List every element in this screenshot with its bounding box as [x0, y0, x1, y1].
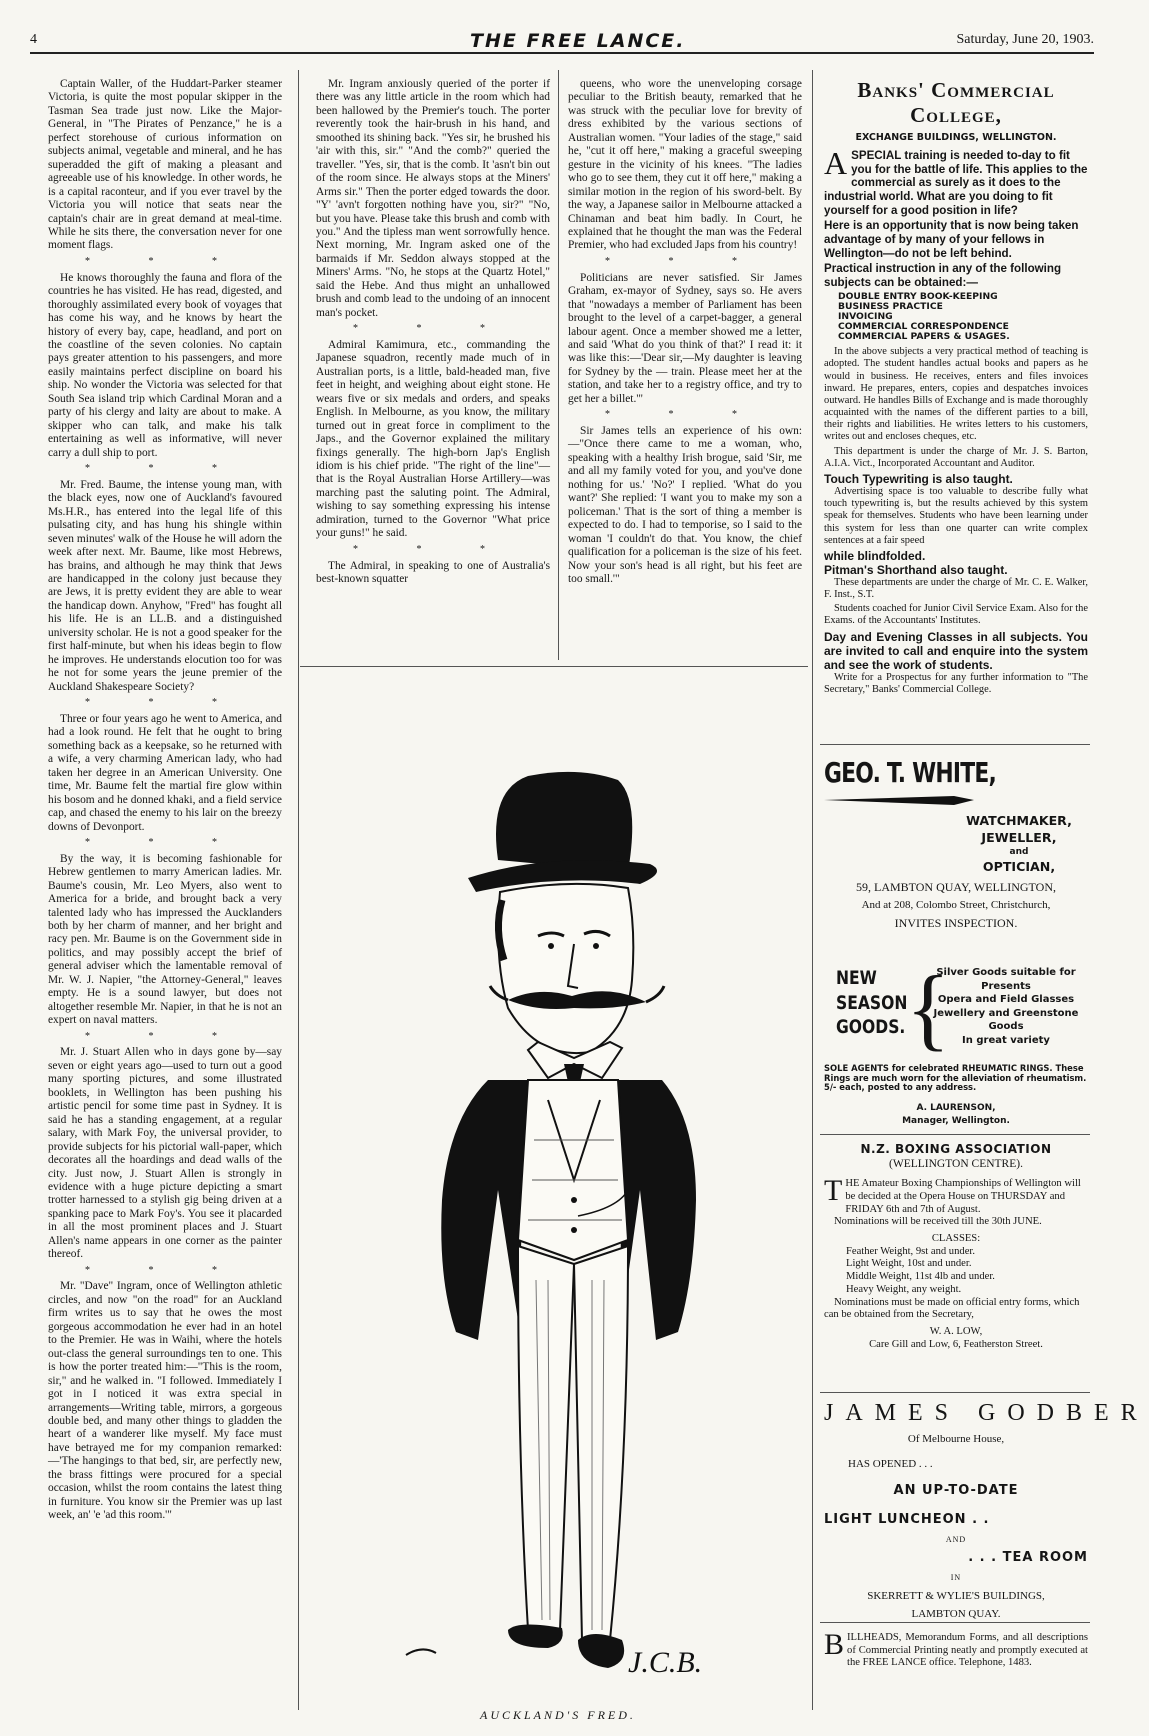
ad-paragraph: This department is under the charge of Mr. J. S. Barton, A.I.A. Vict., Incorporated Accountant and Auditor. — [824, 445, 1088, 469]
ad-paragraph: ILLHEADS, Memorandum Forms, and all descriptions of Commercial Printing neatly and promptly executed at the FREE LANCE office. Telephone, 1483. — [847, 1632, 1088, 1668]
ad-subtitle: (WELLINGTON CENTRE). — [889, 1158, 1023, 1171]
weight-class: Feather Weight, 9st and under. — [846, 1245, 975, 1257]
ad-subtitle: EXCHANGE BUILDINGS, WELLINGTON. — [855, 132, 1057, 143]
article-paragraph: By the way, it is becoming fashionable for Hebrew gentlemen to marry American ladies. Mr. Baume's cousin, Mr. Leo Myers, also went to America for a bride, and brought back a very talented lady who has impressed the Aucklanders both by her charm of manner, and her bright and racy pen. Mr. Baume is on the Government side in politics, and may possibly accept the brief of general adviser which the lamentable removal of Mr. W. J. Napier, "the Attorney-General," leaves empty. He is a sound lawyer, but does not altogether resemble Mr. Napier, in that he is not an expert on naval matters. — [48, 852, 282, 1027]
article-paragraph: Mr. "Dave" Ingram, once of Wellington athletic circles, and now "on the road" for an Auckland firm writes us to say that he owes the most gorgeous accommodation he ever had in an hotel to the Premier. He was in Waihi, where the hotels out-class the general surroundings ten to one. This is how the porter treated him:—"This is the room, sir," and he walked in. "I followed. Immediately I got in I noticed it was extra special in arrangements—Writing table, mirrors, a gorgeous double bed, and many other things to gladden the heart of a wanderer like myself. My face must have betrayed me for my companion remarked:—'The hangings to that bed, sir, are perfectly new, the brass fittings were procured for a special occasion, whilst the room contains the latest thing in furniture. You know sir the Premier was up last week, an' 'e 'ad this room.'" — [48, 1280, 282, 1522]
column-1 — [48, 78, 282, 1698]
column-3 — [568, 78, 802, 658]
classes-heading: CLASSES: — [931, 1233, 981, 1244]
heading-line: NEW — [836, 967, 877, 989]
geo-white-ad — [824, 756, 1088, 1126]
article-paragraph: queens, who wore the unenveloping corsage peculiar to the British beauty, remarked that he was struck with the peculiar love for brevity of dress exhibited by the various sections of Australian women. "Your ladies of the stage," said he, "cut it off here," making a graceful sweeping gesture in the vicinity of his knees. "The ladies who go to see them, they cut it off here," making a similar motion in the region of his sword-belt. By the way, a Japanese sailor in Melbourne attacked a Chinaman and beat him badly. In Court, he explained that he thought the man was the Federal Premier, who had excluded Japs from his country! — [568, 78, 802, 252]
ad-paragraph: These departments are under the charge of Mr. C. E. Walker, F. Inst., S.T. — [824, 576, 1088, 601]
ad-paragraph: Nominations must be made on official entry forms, which can be obtained from the Secretary, — [824, 1296, 1080, 1321]
goods-item: Opera and Field Glasses — [937, 994, 1075, 1005]
drop-cap: B — [824, 1628, 845, 1661]
goods-item: Jewellery and Greenstone Goods — [933, 1007, 1079, 1032]
trade-item: WATCHMAKER, — [966, 813, 1072, 828]
article-paragraph: Mr. Ingram anxiously queried of the porter if there was any little article in the room which had been hallowed by the Premier's touch. The porter reverently took the hair-brush in his hand, and smoothed its shining back. "Yes sir, he brushed his 'air with this, sir." "And the comb?" queried the traveller. "Yes, sir, that is the comb. It 'asn't bin out of the room since. He always stops at the Miners' Arms sir." Then the porter edged towards the door. "Y' 'avn't forgotten nothing have you, sir?" "No, but you have. Please take this brush and comb with you." And the tipless man went sorrowfully hence. Next morning, Mr. Ingram asked one of the barmaids if Mr. Seddon always stopped at the Miners' Arms. "No, he stops at the Quartz Hotel," said the Hebe. And thus might an unhallowed brush and comb lead to the undoing of an innocent man's pocket. — [316, 78, 550, 319]
ad-line: AN UP-TO-DATE — [893, 1483, 1019, 1499]
article-paragraph: Mr. J. Stuart Allen who in days gone by—say seven or eight years ago—used to turn out a good many sporting pictures, and some illustrated booklets, in Wellington has been pushing his artistic pencil for some time past in Sydney. It is said he has a standing engagement, at a regular salary, with Mark Foy, the universal provider, to provide subjects for his pictorial wall-paper, which decorates all the hoardings and dead walls of the city. Just now, J. Stuart Allen is strongly in evidence with a huge picture depicting a smart trotter harnessed to a stylish gig being driven at a spanking pace to Mark Foy's. You see it placarded in all the most prominent places and J. Stuart Allen's name appears in one corner as the painter thereof. — [48, 1046, 282, 1261]
goods-item: In great variety — [962, 1034, 1050, 1046]
column-2 — [316, 78, 550, 658]
ad-rule — [820, 1392, 1090, 1393]
article-paragraph: Three or four years ago he went to America, and had a look round. He felt that he ought to bring something back as a keepsake, so he returned with a wife, a very charming American lady, who had taken her degree in an American University. One time, Mr. Baume felt the martial fire glow within his bosom and he donned khaki, and a field service cap, and chased the enemy to his lair on the breezy downs of Devonport. — [48, 712, 282, 833]
ad-line: Of Melbourne House, — [907, 1433, 1005, 1445]
article-paragraph: Sir James tells an experience of his own:—"Once there came to me a woman, who, speaking with a healthy Irish brogue, said 'Sir, me and all my family voted for you, and you've done nothing for us.' 'No?' I replied. 'What do you want?' She replied: 'I want you to make my son a policeman.' That is the sort of thing a member is expected to do. I had to temporise, so I said to the woman 'I couldn't do that. You know, the chief qualification for a policeman is the size of his feet. Now your son's head is all right, but his feet are too small.'" — [568, 425, 802, 585]
subjects-list — [838, 292, 1088, 343]
ad-heading: Day and Evening Classes in all subjects. You are invited to call and enquire into the system and see the work of students. — [824, 629, 1088, 672]
section-separator: * * * — [85, 697, 245, 709]
james-godber-ad — [824, 1400, 1149, 1621]
ad-title: N.Z. BOXING ASSOCIATION — [860, 1142, 1052, 1156]
ad-rule — [820, 744, 1090, 745]
article-paragraph: Politicians are never satisfied. Sir James Graham, ex-mayor of Sydney, says so. He avers that "nowadays a member of Parliament has been brought to the level of a carpet-bagger, a general labour agent. Once a member showed me a letter, and said 'What do you think of that?' I read it: it was like this:—'Dear sir,—My daughter is leaving for Sydney by the — train. Please meet her at the station, and take her to a registry office, and try to get her a billet.'" — [568, 271, 802, 405]
sole-agents-note: SOLE AGENTS for celebrated RHEUMATIC RINGS. These Rings are much worn for the alleviation of rheumatism. 5/- each, posted to any address. — [824, 1063, 1087, 1093]
secretary-name: W. A. LOW, — [929, 1325, 983, 1337]
ad-line: LIGHT LUNCHEON . . — [824, 1512, 990, 1528]
subject-item: INVOICING — [838, 310, 893, 322]
ad-line: AND — [945, 1535, 967, 1545]
section-separator: * * * — [85, 1030, 245, 1042]
column-rule — [300, 666, 808, 667]
ad-rule — [820, 1134, 1090, 1135]
subject-item: COMMERCIAL PAPERS & USAGES. — [838, 331, 1010, 343]
subject-item: COMMERCIAL CORRESPONDENCE — [838, 321, 1009, 333]
ad-paragraph: Practical instruction in any of the following subjects can be obtained:— — [824, 262, 1062, 290]
article-paragraph: Admiral Kamimura, etc., commanding the Japanese squadron, recently made much of in Australian ports, is a little, bald-headed man, five feet in height, and weighing about eight stone. He wears five or six medals and orders, and speaks English. In Melbourne, as you know, the military turned out in great force in compliment to the Japs., and the Governor explained the military fixings generally. The high-born Jap's English idiom is his chief pride. "The right of the line"—that is the Royal Australian Horse Artillery—was marching past the saluting point. The Admiral, wishing to say something expressing his intense admiration, turned to the Governor "What price your guns!" he said. — [316, 338, 550, 540]
section-separator: * * * — [85, 836, 245, 848]
illustration-caption: AUCKLAND'S FRED. — [480, 1708, 636, 1722]
ad-paragraph: Students coached for Junior Civil Service Exam. Also for the Exams. of the Accountants' Institutes. — [824, 603, 1088, 627]
weight-class: Light Weight, 10st and under. — [846, 1258, 972, 1270]
trade-item: and — [1009, 847, 1029, 857]
section-separator: * * * — [85, 255, 245, 267]
goods-list — [924, 966, 1088, 1047]
caricature-illustration — [378, 760, 758, 1700]
address-line: INVITES INSPECTION. — [894, 915, 1018, 930]
weight-class: Heavy Weight, any weight. — [846, 1283, 962, 1295]
section-separator: * * * — [353, 323, 513, 335]
subject-item: DOUBLE ENTRY BOOK-KEEPING — [838, 290, 998, 302]
trade-item: OPTICIAN, — [982, 859, 1056, 875]
article-paragraph: Mr. Fred. Baume, the intense young man, with the black eyes, now one of Auckland's favoured Ms.H.R., has entered into the legal life of this pulsating city, and has hung his shingle within seven minutes' walk of the House he will adorn the week after next. Mr. Baume, like most Hebrews, has brains, and although he may think that Jews are handicapped in the colony just because they are Jews, it is pretty evident they are able to wear the handicap down. Anyhow, "Fred" has fought all his life. He is an LL.B. and a distinguished university scholar. He is not a good speaker for the first half-minute, but when his ideas begin to flow he improves. He understands elocution too for was he not for some years the jeune premier of the Auckland Shakespeare Society? — [48, 478, 282, 693]
masthead — [30, 24, 1094, 54]
ad-paragraph: Write for a Prospectus for any further information to "The Secretary," Banks' Commercial College. — [824, 671, 1088, 695]
ad-line: LAMBTON QUAY. — [911, 1607, 1001, 1620]
section-separator: * * * — [353, 543, 513, 555]
trade-list — [964, 812, 1074, 875]
trade-item: JEWELLER, — [981, 830, 1057, 845]
weight-class: Middle Weight, 11st 4lb and under. — [846, 1271, 995, 1283]
ad-heading: while blindfolded. — [824, 548, 926, 563]
section-separator: * * * — [85, 463, 245, 475]
decorative-arrow-icon — [824, 796, 974, 805]
ad-paragraph: Advertising space is too valuable to describe fully what touch typewriting is, but the results achieved by this system speak for themselves. Students who have been learning under this system for less than one quarter can write complex sentences at a fair speed — [824, 486, 1088, 546]
goods-item: Silver Goods suitable for Presents — [936, 967, 1076, 992]
section-separator: * * * — [605, 409, 765, 421]
drop-cap: A — [824, 145, 848, 181]
page-number: 4 — [30, 32, 37, 47]
new-season-heading — [836, 966, 907, 1040]
ad-line: HAS OPENED . . . — [848, 1458, 933, 1471]
issue-date: Saturday, June 20, 1903. — [956, 32, 1094, 47]
ad-heading: Touch Typewriting is also taught. — [824, 471, 1013, 486]
column-rule — [558, 70, 559, 660]
column-rule — [812, 70, 813, 1710]
section-separator: * * * — [85, 1264, 245, 1276]
address-line: 59, LAMBTON QUAY, WELLINGTON, — [855, 880, 1056, 894]
artist-signature: J.C.B. — [628, 1646, 703, 1679]
boxing-association-ad — [824, 1142, 1088, 1351]
new-season-box — [824, 957, 1088, 1059]
ad-rule — [820, 1622, 1090, 1623]
ad-line: . . . TEA ROOM — [968, 1550, 1088, 1566]
address-line: And at 208, Colombo Street, Christchurch, — [861, 898, 1051, 911]
article-paragraph: The Admiral, in speaking to one of Australia's best-known squatter — [316, 559, 550, 585]
manager-name: A. LAURENSON, — [916, 1103, 996, 1113]
ad-paragraph: Here is an opportunity that is now being taken advantage of by many of your fellows in Wellington—do not be left behind. — [824, 219, 1079, 260]
ad-line: IN — [950, 1573, 962, 1583]
shop-address — [824, 878, 1088, 932]
column-rule — [298, 70, 299, 1710]
heading-line: SEASON — [836, 991, 908, 1014]
ad-lead: SPECIAL training is needed to-day to fit you for the battle of life. This applies to the commercial as surely as it does to the industrial world. What are you doing to fit yourself for a good position in life? — [824, 149, 1088, 217]
article-paragraph: Captain Waller, of the Huddart-Parker steamer Victoria, is quite the most popular skipper in the Tasman Sea trade just now. Like the Major-General, in "The Pirates of Penzance," he is a perfect storehouse of curious information on subjects animal, vegetable and mineral, and he has superadded the gift of making a pleasant and agreeable use of his knowledge. In other words, he is a capital raconteur, and if you ever travel by the Victoria you will notice that seats near the captain's chair are in great demand at meal-time. While he sits there, the conversation never for one moment flags. — [48, 78, 282, 252]
ad-paragraph: Nominations will be received till the 30th JUNE. — [834, 1216, 1042, 1228]
subject-item: BUSINESS PRACTICE — [838, 300, 943, 312]
manager-signoff — [824, 1102, 1088, 1127]
ad-paragraph: HE Amateur Boxing Championships of Wellington will be decided at the Opera House on THURSDAY and FRIDAY 6th and 7th of August. — [845, 1178, 1081, 1215]
ad-paragraph: In the above subjects a very practical method of teaching is adopted. The student handles actual books and papers as he would in business. He receives, enters and files invoices inward. He prepares, enters, copies and despatches invoices outward. He handles Bills of Exchange and is made thoroughly acquainted with the names of the different parties to a bill, their rights and liabilities. He writes letters to his customers, writes out and encloses cheques, etc. — [824, 346, 1088, 443]
ad-business-name: JAMES GODBER — [824, 1400, 1149, 1426]
heading-line: GOODS. — [836, 1016, 906, 1039]
article-paragraph: He knows thoroughly the fauna and flora of the countries he has visited. He has read, digested, and thoroughly assimilated every book of voyages that has come his way, and he knows by heart the history of every bay, cape, headland, and port on the coastline of the seven colonies. No captain pays greater attention to his passengers, and more easily maintains perfect discipline on board his ship. No wonder the Victoria was selected for that South Sea island trip which Cardinal Moran and a party of his clergy and laity are about to make. A skipper who can talk, and make his talk entertaining as well as informative, will never carry a dull ship to port. — [48, 271, 282, 459]
banks-college-ad — [824, 78, 1088, 698]
ad-heading: Pitman's Shorthand also taught. — [824, 562, 1008, 577]
billheads-ad — [824, 1628, 1088, 1670]
newspaper-title: THE FREE LANCE. — [470, 30, 686, 52]
section-separator: * * * — [605, 255, 765, 267]
manager-role: Manager, Wellington. — [902, 1115, 1010, 1126]
drop-cap: T — [824, 1174, 843, 1208]
secretary-address: Care Gill and Low, 6, Featherston Street. — [869, 1338, 1043, 1350]
ad-title: Banks' Commercial College, — [857, 78, 1055, 127]
brace-icon: { — [906, 957, 951, 1059]
ad-line: SKERRETT & WYLIE'S BUILDINGS, — [867, 1590, 1045, 1603]
ad-business-name: GEO. T. WHITE, — [824, 756, 997, 789]
